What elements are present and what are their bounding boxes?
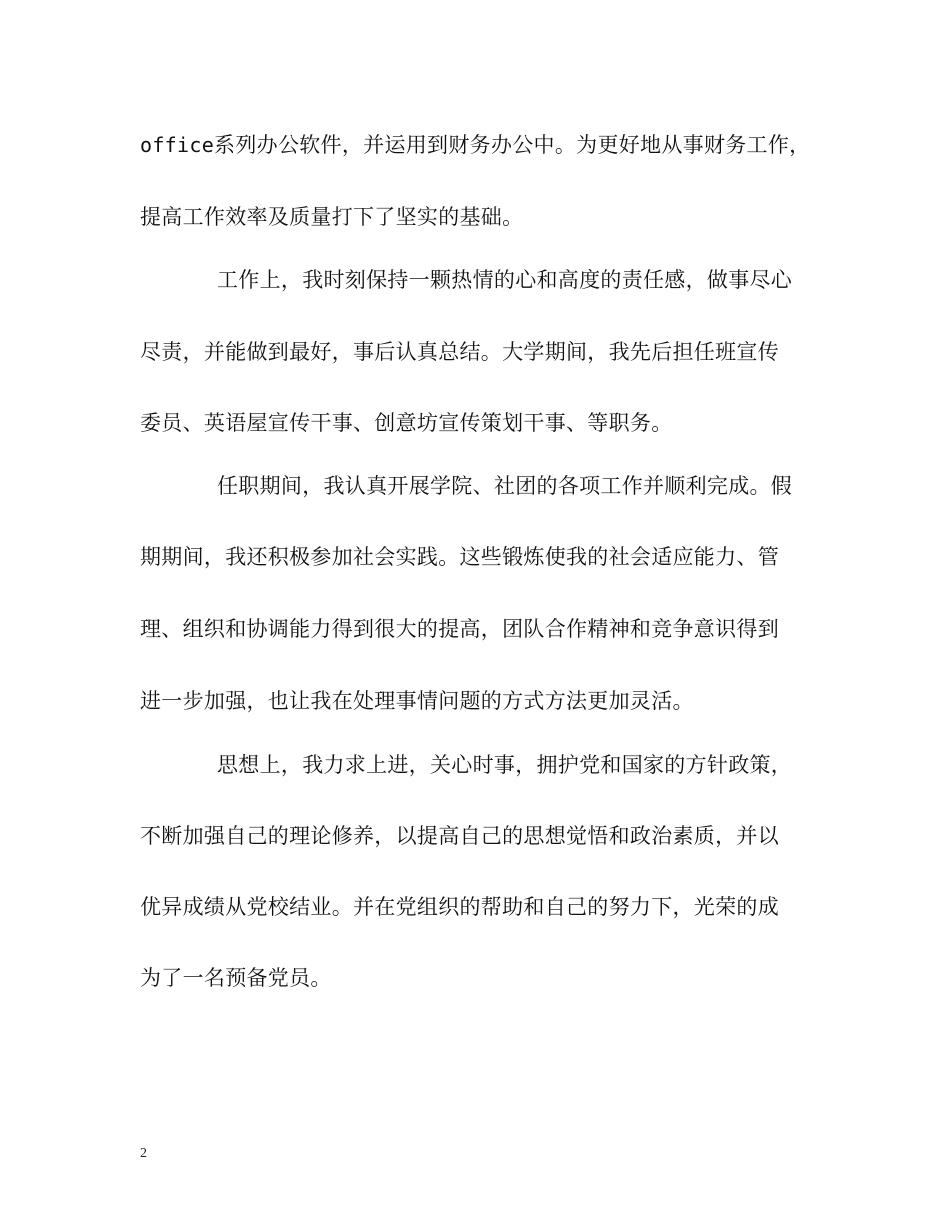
paragraph-line: 委员、英语屋宣传干事、创意坊宣传策划干事、等职务。 [140,411,673,435]
paragraph-first-line: 任职期间，我认真开展学院、社团的各项工作并顺利完成。假 [217,474,793,498]
paragraph-line: 尽责，并能做到最好，事后认真总结。大学期间，我先后担任班宣传 [140,340,779,364]
paragraph-line: 提高工作效率及质量打下了坚实的基础。 [140,205,524,229]
paragraph-line: 理、组织和协调能力得到很大的提高，团队合作精神和竞争意识得到 [140,617,779,641]
paragraph-line: 不断加强自己的理论修养，以提高自己的思想觉悟和政治素质，并以 [140,824,779,848]
paragraph-line: 进一步加强，也让我在处理事情问题的方式方法更加灵活。 [140,689,694,713]
paragraph-line [140,130,810,160]
paragraph-line: 为了一名预备党员。 [140,966,332,990]
page-number: 2 [140,1146,147,1161]
paragraph-line: 优异成绩从党校结业。并在党组织的帮助和自己的努力下，光荣的成 [140,895,779,919]
latin-word: office [140,133,215,157]
paragraph-line: 期期间，我还积极参加社会实践。这些锻炼使我的社会适应能力、管 [140,545,779,569]
paragraph-first-line: 工作上，我时刻保持一颗热情的心和高度的责任感，做事尽心 [217,268,793,292]
line-text: 系列办公软件，并运用到财务办公中。为更好地从事财务工作， [214,133,811,157]
paragraph-first-line: 思想上，我力求上进，关心时事，拥护党和国家的方针政策， [217,753,793,777]
